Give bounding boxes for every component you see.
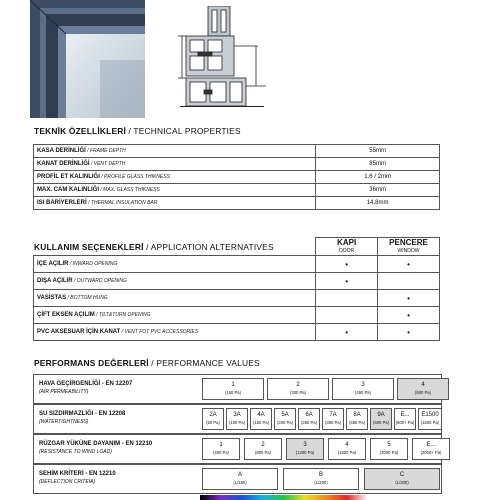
air-permeability-row (33, 374, 442, 404)
class-box: E... (600+ Pa) (394, 408, 416, 430)
technical-label: MAX. CAM KALINLIĞI / MAX. GLASS THIKNESS (34, 184, 316, 197)
table-row (34, 307, 440, 324)
class-box: A (L/150) (202, 468, 278, 490)
application-title-tr: KULLANIM SEÇENEKLERİ (34, 242, 144, 252)
performance-title-tr: PERFORMANS DEĞERLERİ (34, 358, 149, 368)
class-box: E... (2000+ Pa) (412, 438, 450, 460)
class-box: 8A (450 Pa) (346, 408, 368, 430)
class-box-selected: 3 (1200 Pa) (286, 438, 324, 460)
table-header-row (34, 238, 440, 256)
window-mark: • (378, 307, 440, 324)
class-box: 4 (1600 Pa) (328, 438, 366, 460)
table-row (34, 197, 440, 210)
technical-label: ISI BARİYERLERİ / THERMAL INSULATION BAR (34, 197, 316, 210)
application-label: DIŞA AÇILIR / OUTWARD OPENING (34, 273, 316, 290)
watertightness-classes (202, 408, 442, 430)
performance-label: HAVA GEÇİRGENLİĞİ - EN 12207 (AIR PERMEABILITY) (39, 381, 133, 395)
window-mark: • (378, 290, 440, 307)
performance-label: RÜZGAR YÜKÜNE DAYANIM - EN 12210 (RESISTANCE TO WIND LOAD) (39, 441, 153, 455)
application-label: VASİSTAS / BOTTOM HUNG (34, 290, 316, 307)
deflection-classes (202, 468, 440, 490)
class-box-selected: 4 (600 Pa) (397, 378, 449, 400)
class-box: 5A (200 Pa) (274, 408, 296, 430)
color-spectrum-bar (200, 495, 368, 500)
deflection-row (33, 464, 442, 494)
class-box-selected: C (L/300) (364, 468, 440, 490)
class-box: B (L/200) (283, 468, 359, 490)
class-box: 2 (800 Pa) (244, 438, 282, 460)
technical-value: 14,8mm (316, 197, 440, 210)
application-label: PVC AKSESUAR İÇİN KANAT / VENT FOT PVC ACCESSORIES (34, 324, 316, 341)
window-column-header: PENCERE WINDOW (378, 238, 440, 256)
table-row (34, 158, 440, 171)
table-row (34, 256, 440, 273)
door-mark (316, 290, 378, 307)
wind-load-classes (202, 438, 450, 460)
class-box: 1 (150 Pa) (202, 378, 264, 400)
class-box: 3A (100 Pa) (226, 408, 248, 430)
window-mark (378, 273, 440, 290)
application-label: ÇİFT EKSEN AÇILIM / TILT&TURN OPENING (34, 307, 316, 324)
table-row (34, 324, 440, 341)
door-mark (316, 307, 378, 324)
air-permeability-classes (202, 378, 449, 400)
table-row (34, 273, 440, 290)
performance-label: SU SIZDIRMAZLIĞI - EN 12208 (WATERTIGHTNESS) (39, 411, 126, 425)
performance-heading (34, 358, 260, 368)
application-title-en: / APPLICATION ALTERNATIVES (143, 242, 274, 252)
technical-value: 85mm (316, 158, 440, 171)
performance-label: SEHİM KRİTERİ - EN 12210 (DEFLECTION CRITEIA) (39, 471, 116, 485)
class-box: 7A (300 Pa) (322, 408, 344, 430)
application-table (33, 237, 440, 341)
class-box: 5 (2000 Pa) (370, 438, 408, 460)
table-row (34, 184, 440, 197)
door-column-header: KAPI DOOR (316, 238, 378, 256)
class-box: E1500 (1500 Pa) (418, 408, 442, 430)
technical-properties-table (33, 144, 440, 210)
technical-title-en: / TECHNICAL PROPERTIES (126, 126, 241, 136)
technical-value: 1,6 / 2mm (316, 171, 440, 184)
class-box: 4A (150 Pa) (250, 408, 272, 430)
class-box: 3 (450 Pa) (332, 378, 394, 400)
door-mark: • (316, 324, 378, 341)
window-mark: • (378, 256, 440, 273)
technical-properties-heading (34, 126, 241, 136)
class-box: 1 (400 Pa) (202, 438, 240, 460)
profile-cross-section-drawing (178, 6, 266, 110)
technical-value: 55mm (316, 145, 440, 158)
class-box-selected: 9A (600 Pa) (370, 408, 392, 430)
table-row (34, 145, 440, 158)
performance-title-en: / PERFORMANCE VALUES (148, 358, 260, 368)
class-box: 6A (250 Pa) (298, 408, 320, 430)
door-mark: • (316, 273, 378, 290)
technical-label: KANAT DERİNLİĞİ / VENT DEPTH (34, 158, 316, 171)
watertightness-row (33, 404, 442, 434)
technical-label: PROFİL ET KALINLIĞI / PROFILE GLASS THIKNESS (34, 171, 316, 184)
window-mark: • (378, 324, 440, 341)
technical-value: 36mm (316, 184, 440, 197)
application-label: İÇE AÇILIR / INWARD OPENING (34, 256, 316, 273)
technical-title-tr: TEKNİK ÖZELLİKLERİ (34, 126, 126, 136)
table-row (34, 290, 440, 307)
table-row (34, 171, 440, 184)
class-box: 2A (50 Pa) (202, 408, 224, 430)
door-mark: • (316, 256, 378, 273)
window-corner-photo (30, 0, 145, 118)
class-box: 2 (300 Pa) (267, 378, 329, 400)
wind-load-row (33, 434, 442, 464)
technical-label: KASA DERİNLİĞİ / FRAME DEPTH (34, 145, 316, 158)
